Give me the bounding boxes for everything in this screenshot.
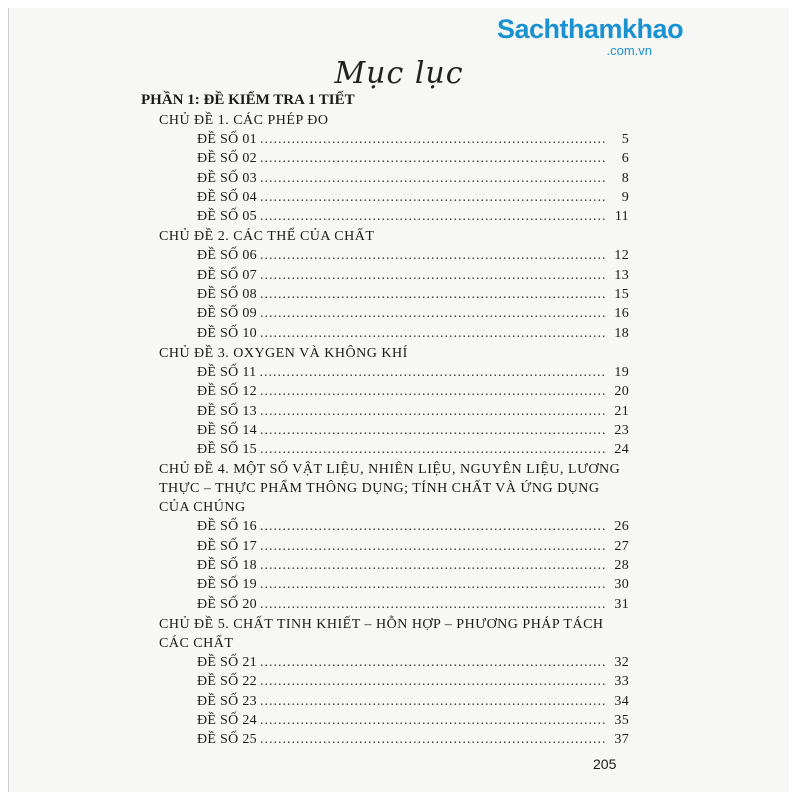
toc-entry [141,402,629,421]
chapter-heading: CHỦ ĐỀ 2. CÁC THỂ CỦA CHẤT [159,229,375,245]
chapter-heading: CHỦ ĐỀ 5. CHẤT TINH KHIẾT – HỖN HỢP – PHƯƠNG PHÁP TÁCH CÁC CHẤT [159,616,604,651]
dot-leader [260,266,606,285]
toc-entry-page: 6 [621,151,629,167]
toc-entry [141,169,629,188]
dot-leader [260,285,606,304]
toc-entry [141,266,629,285]
toc-entry-label: ĐỀ SỐ 07 [197,267,257,283]
toc-entry [141,363,629,382]
toc-entry-page: 5 [621,132,629,147]
book-page [8,8,789,792]
page-number: 205 [593,756,617,772]
dot-leader [260,575,606,594]
toc-entry-page: 31 [614,596,629,612]
dot-leader [260,130,606,149]
toc-entry-label: ĐỀ SỐ 01 [197,132,257,147]
dot-leader [260,730,606,749]
toc-entry-label: ĐỀ SỐ 04 [197,189,257,205]
toc-entry-page: 18 [614,325,629,341]
toc-entry-label: ĐỀ SỐ 14 [197,422,257,438]
toc-entry-label: ĐỀ SỐ 11 [197,364,257,380]
toc-entry-label: ĐỀ SỐ 08 [197,287,257,303]
toc-entry [141,382,629,401]
toc-entry [141,440,629,459]
dot-leader [260,169,606,188]
toc-entry [141,517,629,536]
toc-entry-label: ĐỀ SỐ 12 [197,384,257,400]
toc-entry-page: 34 [614,693,629,709]
dot-leader [259,363,606,382]
toc-entry [141,149,629,168]
toc-entry-label: ĐỀ SỐ 22 [197,674,257,690]
toc-entry-page: 32 [614,654,629,670]
dot-leader [260,246,606,265]
toc-entry [141,304,629,323]
dot-leader [260,421,606,440]
toc-entry-label: ĐỀ SỐ 13 [197,403,257,419]
part-heading: PHẦN 1: ĐỀ KIỂM TRA 1 TIẾT [141,92,355,108]
toc-entry-label: ĐỀ SỐ 06 [197,248,257,264]
toc-entry [141,421,629,440]
toc-entry [141,324,629,343]
toc-entry [141,672,629,691]
dot-leader [260,556,606,575]
toc-entry-label: ĐỀ SỐ 21 [197,654,257,670]
toc-entry [141,188,629,207]
toc-entry-page: 9 [621,189,629,205]
toc-entry [141,285,629,304]
chapter-heading: CHỦ ĐỀ 1. CÁC PHÉP ĐO [159,113,329,128]
toc-entry-label: ĐỀ SỐ 09 [197,306,257,322]
toc-entry-label: ĐỀ SỐ 24 [197,712,257,728]
toc-entry-label: ĐỀ SỐ 18 [197,558,257,574]
toc-entry-page: 30 [614,577,629,593]
dot-leader [260,324,606,343]
toc-entry-page: 20 [614,384,629,400]
dot-leader [260,188,606,207]
toc-entry [141,692,629,711]
toc-entry [141,595,629,614]
toc-entry-page: 28 [614,558,629,574]
dot-leader [260,440,606,459]
toc-entry-page: 26 [614,519,629,535]
toc-entry-label: ĐỀ SỐ 02 [197,151,257,167]
watermark-logo [497,14,684,58]
dot-leader [260,149,606,168]
dot-leader [260,692,606,711]
toc-entry-page: 27 [614,538,629,554]
dot-leader [260,711,606,730]
toc-entry [141,130,629,149]
toc-entry-label: ĐỀ SỐ 17 [197,538,257,554]
toc-entry [141,537,629,556]
dot-leader [260,653,606,672]
dot-leader [260,517,606,536]
toc-entry-page: 16 [614,306,629,322]
toc-entry [141,575,629,594]
chapter-heading: CHỦ ĐỀ 3. OXYGEN VÀ KHÔNG KHÍ [159,345,408,361]
toc-entry-page: 19 [614,364,629,380]
toc-entry-page: 13 [614,267,629,283]
toc-entry [141,711,629,730]
toc-entry-label: ĐỀ SỐ 19 [197,577,257,593]
dot-leader [260,595,606,614]
toc-entry-label: ĐỀ SỐ 23 [197,693,257,709]
toc-entry-page: 37 [614,732,629,748]
dot-leader [260,402,606,421]
toc-entry-label: ĐỀ SỐ 05 [197,209,257,225]
dot-leader [260,672,606,691]
toc-entry [141,207,629,226]
watermark-domain: .com.vn [606,43,652,58]
dot-leader [260,382,606,401]
chapter-heading: CHỦ ĐỀ 4. MỘT SỐ VẬT LIỆU, NHIÊN LIỆU, NGUYÊN LIỆU, LƯƠNG THỰC – THỰC PHẨM THÔNG DỤNG; TÍNH CHẤT VÀ ỨNG DỤNG CỦA CHÚNG [159,462,621,516]
toc-entry-page: 15 [614,287,629,303]
toc-entry [141,246,629,265]
toc-entry-page: 11 [614,209,629,225]
toc-entry [141,556,629,575]
toc-entry-label: ĐỀ SỐ 15 [197,442,257,458]
toc-entry-page: 8 [621,170,629,186]
toc-entry-label: ĐỀ SỐ 20 [197,596,257,612]
toc-entry [141,653,629,672]
toc-entry-label: ĐỀ SỐ 03 [197,170,257,186]
table-of-contents [141,90,629,749]
dot-leader [260,207,606,226]
toc-entry-page: 21 [614,403,629,419]
toc-entry-page: 33 [614,674,629,690]
watermark-brand: Sachthamkhao [497,14,684,44]
toc-entry-page: 12 [614,248,629,264]
toc-entry-page: 24 [614,442,629,458]
page-title: Mục lục [334,56,464,91]
toc-entry-label: ĐỀ SỐ 25 [197,732,257,748]
dot-leader [260,304,606,323]
toc-entry-label: ĐỀ SỐ 10 [197,325,257,341]
toc-entry-label: ĐỀ SỐ 16 [197,519,257,535]
toc-entry-page: 23 [614,422,629,438]
toc-entry-page: 35 [614,712,629,728]
toc-entry [141,730,629,749]
dot-leader [260,537,606,556]
